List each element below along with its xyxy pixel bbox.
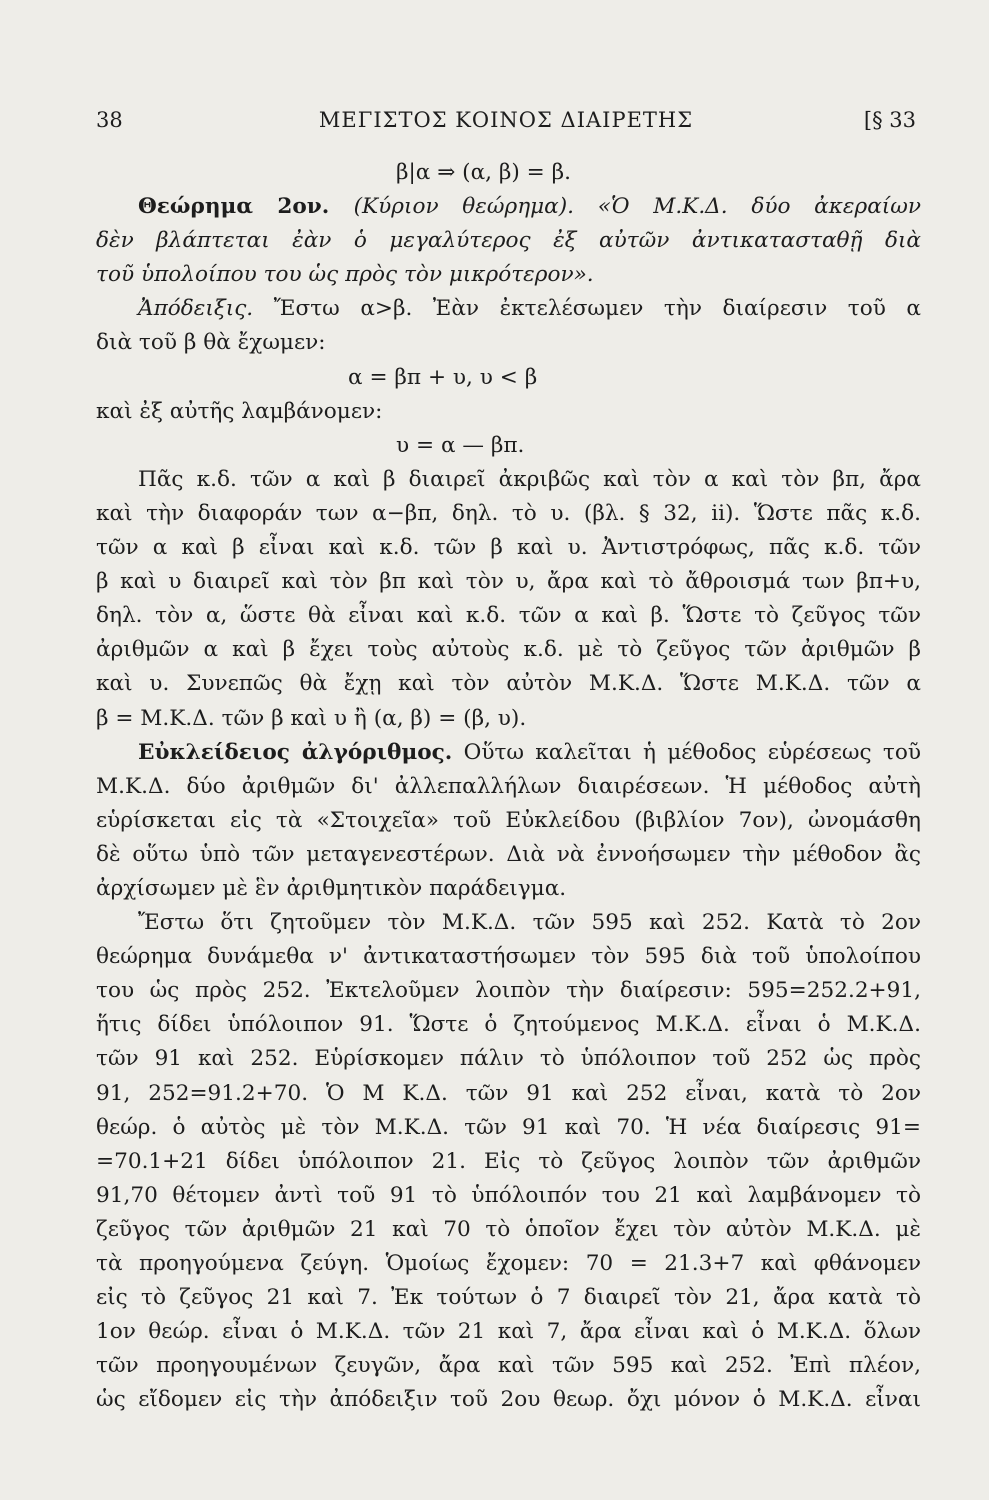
chapter-title: ΜΕΓΙΣΤΟΣ ΚΟΙΝΟΣ ΔΙΑΙΡΕΤΗΣ [318,108,694,132]
text-line: ὡς εἴδομεν εἰς τὴν ἀπόδειξιν τοῦ 2ου θεωρ. ὄχι μόνον ὁ Μ.Κ.Δ. εἶναι [96,1387,921,1413]
text-line: Πᾶς κ.δ. τῶν α καὶ β διαιρεῖ ἀκριβῶς καὶ τὸν α καὶ τὸν βπ, ἄρα [138,466,921,492]
text-line: Μ.Κ.Δ. δύο ἀριθμῶν δι' ἀλλεπαλλήλων διαιρέσεων. Ἡ μέθοδος αὐτὴ [96,773,921,799]
text-line: ζεῦγος τῶν ἀριθμῶν 21 καὶ 70 τὸ ὁποῖον ἔχει τὸν αὐτὸν Μ.Κ.Δ. μὲ [96,1216,921,1242]
running-header [96,108,916,136]
text-line: εἰς τὸ ζεῦγος 21 καὶ 7. Ἐκ τούτων ὁ 7 διαιρεῖ τὸν 21, ἄρα κατὰ τὸ [96,1285,921,1311]
text-line: ἀρχίσωμεν μὲ ἓν ἀριθμητικὸν παράδειγμα. [96,875,567,901]
text-line: 91, 252=91.2+70. Ὁ Μ Κ.Δ. τῶν 91 καὶ 252 εἶναι, κατὰ τὸ 2ον [96,1080,921,1106]
page-body [96,156,921,1417]
text-line: δηλ. τὸν α, ὥστε θὰ εἶναι καὶ κ.δ. τῶν α καὶ β. Ὥστε τὸ ζεῦγος τῶν [96,603,921,629]
text-line: 91,70 θέτομεν ἀντὶ τοῦ 91 τὸ ὑπόλοιπόν του 21 καὶ λαμβάνομεν τὸ [96,1182,921,1208]
algorithm-text: Οὕτω καλεῖται ἡ μέθοδος εὑρέσεως τοῦ [452,739,921,765]
theorem-heading-line [96,190,921,224]
text-line: τὰ προηγούμενα ζεύγη. Ὁμοίως ἔχομεν: 70 = 21.3+7 καὶ φθάνομεν [96,1251,921,1276]
algorithm-label: Εὐκλείδειος ἀλγόριθμος. [138,739,453,765]
proof-heading-line [96,292,921,326]
text-line: ἥτις δίδει ὑπόλοιπον 91. Ὥστε ὁ ζητούμενος Μ.Κ.Δ. εἶναι ὁ Μ.Κ.Δ. [96,1012,921,1038]
text-line: 1ον θεώρ. εἶναι ὁ Μ.Κ.Δ. τῶν 21 καὶ 7, ἄρα εἶναι καὶ ὁ Μ.Κ.Δ. ὅλων [96,1319,921,1345]
algorithm-heading-line [96,736,921,770]
text-line: β = Μ.Κ.Δ. τῶν β καὶ υ ἢ (α, β) = (β, υ). [96,705,527,731]
text-line: εὑρίσκεται εἰς τὰ «Στοιχεῖα» τοῦ Εὐκλείδου (βιβλίον 7ον), ὠνομάσθη [96,807,921,833]
text-line: θεώρημα δυνάμεθα ν' ἀντικαταστήσωμεν τὸν 595 διὰ τοῦ ὑπολοίπου [96,944,921,970]
text-line: τῶν προηγουμένων ζευγῶν, ἄρα καὶ τῶν 595 καὶ 252. Ἐπὶ πλέον, [96,1353,921,1379]
text-line: καὶ ἐξ αὐτῆς λαμβάνομεν: [96,398,383,424]
proof-label: Ἀπόδειξις. [138,296,254,322]
text-line: τοῦ ὑπολοίπου του ὡς πρὸς τὸν μικρότερον». [96,262,594,288]
text-line: β καὶ υ διαιρεῖ καὶ τὸν βπ καὶ τὸν υ, ἄρα καὶ τὸ ἄθροισμά των βπ+υ, [96,569,921,595]
text-line: καὶ υ. Συνεπῶς θὰ ἔχῃ καὶ τὸν αὐτὸν Μ.Κ.Δ. Ὥστε Μ.Κ.Δ. τῶν α [96,671,921,697]
text-line: δὲ οὕτω ὑπὸ τῶν μεταγενεστέρων. Διὰ νὰ ἐννοήσωμεν τὴν μέθοδον ἂς [96,841,921,867]
theorem-statement: (Κύριον θεώρημα). «Ὁ Μ.Κ.Δ. δύο ἀκεραίων [353,194,921,220]
text-line: ἀριθμῶν α καὶ β ἔχει τοὺς αὐτοὺς κ.δ. μὲ τὸ ζεῦγος τῶν ἀριθμῶν β [96,637,921,663]
text-line: δὲν βλάπτεται ἐὰν ὁ μεγαλύτερος ἐξ αὐτῶν ἀντικατασταθῇ διὰ [96,228,921,254]
formula-line: α = βπ + υ, υ < β [348,364,538,390]
text-line: καὶ τὴν διαφοράν των α−βπ, δηλ. τὸ υ. (βλ. § 32, ii). Ὥστε πᾶς κ.δ. [96,500,921,526]
text-line: Ἔστω ὅτι ζητοῦμεν τὸν Μ.Κ.Δ. τῶν 595 καὶ 252. Κατὰ τὸ 2ον [138,910,921,936]
text-line: του ὡς πρὸς 252. Ἐκτελοῦμεν λοιπὸν τὴν διαίρεσιν: 595=252.2+91, [96,978,921,1004]
text-line: θεώρ. ὁ αὐτὸς μὲ τὸν Μ.Κ.Δ. τῶν 91 καὶ 70. Ἡ νέα διαίρεσις 91= [96,1114,921,1140]
section-marker: [§ 33 [863,108,916,132]
text-line: =70.1+21 δίδει ὑπόλοιπον 21. Εἰς τὸ ζεῦγος λοιπὸν τῶν ἀριθμῶν [96,1148,921,1174]
proof-text: Ἔστω α>β. Ἐὰν ἐκτελέσωμεν τὴν διαίρεσιν τοῦ α [253,296,921,322]
formula-line: υ = α — βπ. [396,432,525,458]
formula-line: β|α ⇒ (α, β) = β. [396,160,571,185]
theorem-label: Θεώρημα 2ον. [138,194,354,220]
text-line: τῶν α καὶ β εἶναι καὶ κ.δ. τῶν β καὶ υ. Ἀντιστρόφως, πᾶς κ.δ. τῶν [96,535,921,561]
page-number: 38 [96,108,123,132]
text-line: τῶν 91 καὶ 252. Εὑρίσκομεν πάλιν τὸ ὑπόλοιπον τοῦ 252 ὡς πρὸς [96,1046,921,1072]
text-line: διὰ τοῦ β θὰ ἔχωμεν: [96,330,326,356]
